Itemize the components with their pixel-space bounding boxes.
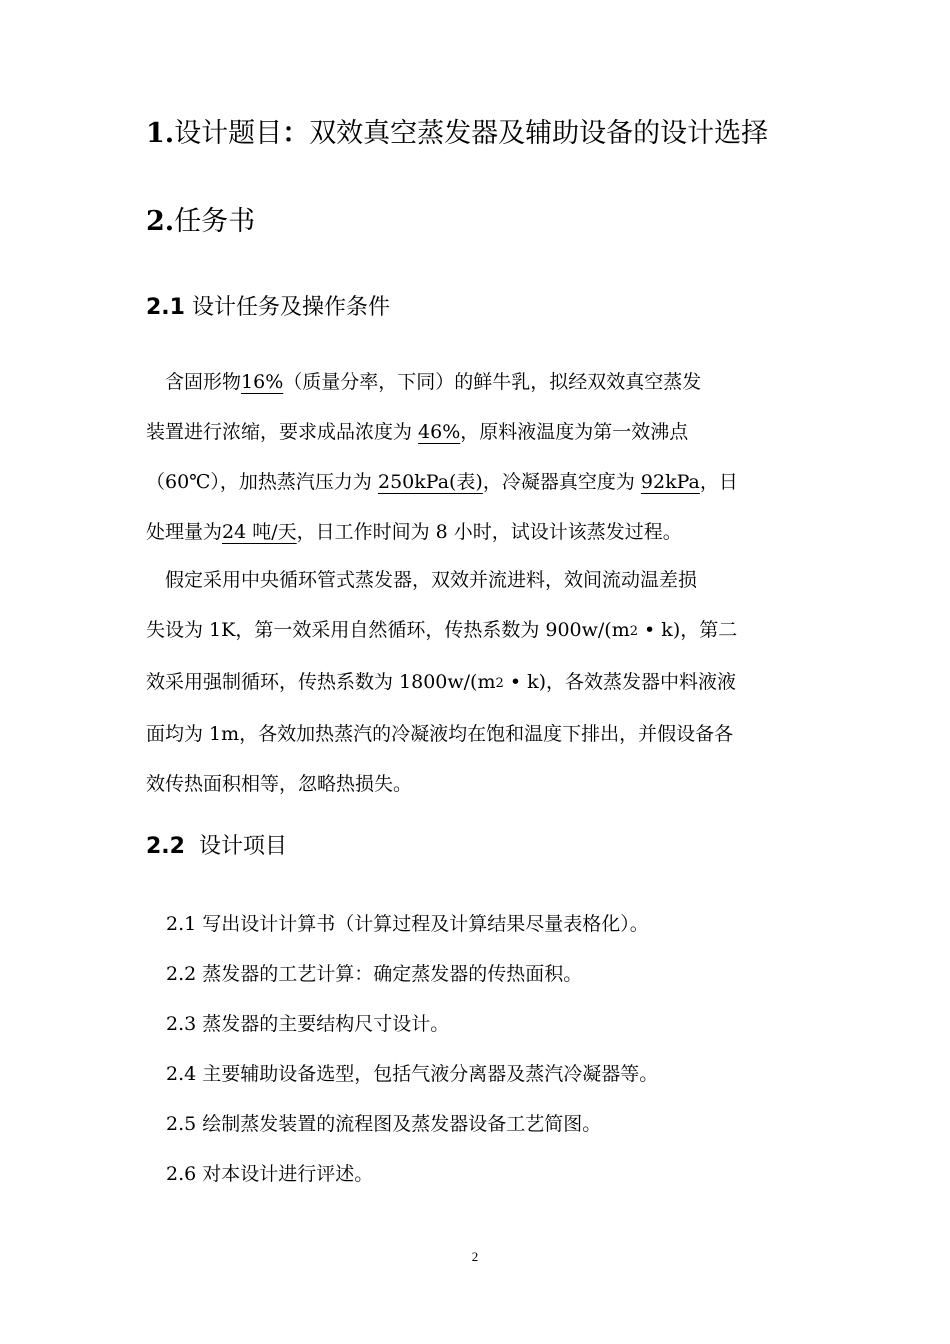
text-run: 装置进行浓缩，要求成品浓度为 [146,421,419,443]
product-concentration-value: 46% [418,421,461,443]
heading-label: 设计题目 [174,118,283,149]
text-line: 面均为 1m，各效加热蒸汽的冷凝液均在饱和温度下排出，并假设备各 [146,723,734,745]
text-line [146,507,810,557]
text-run: ，日 [699,471,738,493]
task-book-heading [146,200,846,244]
text-run: • k)，各效蒸发器中料液液 [503,671,736,693]
section-number: 2.2 [146,834,185,859]
list-item: 2.5 绘制蒸发装置的流程图及蒸发器设备工艺简图。 [166,1113,602,1135]
steam-pressure-value: 250kPa(表) [377,471,483,493]
section-label: 设计任务及操作条件 [184,295,390,320]
text-run: ，冷凝器真空度为 [482,471,641,493]
text-line [146,407,810,457]
heading-number: 2. [146,206,175,237]
text-run: 处理量为 [146,521,223,543]
list-item: 2.3 蒸发器的主要结构尺寸设计。 [166,1013,450,1035]
list-item: 2.1 写出设计计算书（计算过程及计算结果尽量表格化）。 [166,913,649,935]
text-line [146,357,810,407]
section-number: 2.1 [146,295,185,320]
text-line: 效传热面积相等，忽略热损失。 [146,773,413,795]
design-items-list [166,899,816,1199]
design-title-heading [146,112,846,156]
text-run: 效采用强制循环，传热系数为 1800w/(m [146,671,496,693]
heading-colon: ： [282,118,310,149]
section-2-1-heading [146,290,846,326]
text-run: ，原料液温度为第一效沸点 [460,421,689,443]
list-item: 2.2 蒸发器的工艺计算：确定蒸发器的传热面积。 [166,963,583,985]
superscript: 2 [629,624,639,639]
solids-content-value: 16% [241,371,284,393]
text-run: ，日工作时间为 8 小时，试设计该蒸发过程。 [296,521,682,543]
heading-label: 任务书 [174,206,256,237]
vacuum-value: 92kPa [640,471,700,493]
list-item: 2.4 主要辅助设备选型，包括气液分离器及蒸汽冷凝器等。 [166,1063,659,1085]
text-line: 假定采用中央循环管式蒸发器，双效并流进料，效间流动温差损 [146,569,698,591]
assumptions-paragraph [146,555,810,809]
daily-throughput-value: 24 吨/天 [222,521,297,543]
text-run: 含固形物 [146,371,242,393]
text-line [146,457,810,507]
text-line [146,605,810,657]
section-2-2-heading [146,829,846,865]
superscript: 2 [495,676,504,691]
heading-number: 1. [146,118,175,149]
operating-conditions-paragraph [146,357,810,557]
list-item: 2.6 对本设计进行评述。 [166,1163,374,1185]
text-line [146,657,810,709]
text-run: • k)，第二 [638,619,738,641]
text-run: （质量分率，下同）的鲜牛乳，拟经双效真空蒸发 [283,371,702,393]
page-number: 2 [471,1249,479,1264]
text-run: （60℃），加热蒸汽压力为 [146,471,378,493]
text-run: 失设为 1K，第一效采用自然循环，传热系数为 900w/(m [146,619,630,641]
heading-title: 双效真空蒸发器及辅助设备的设计选择 [309,118,769,149]
section-label: 设计项目 [184,834,287,859]
